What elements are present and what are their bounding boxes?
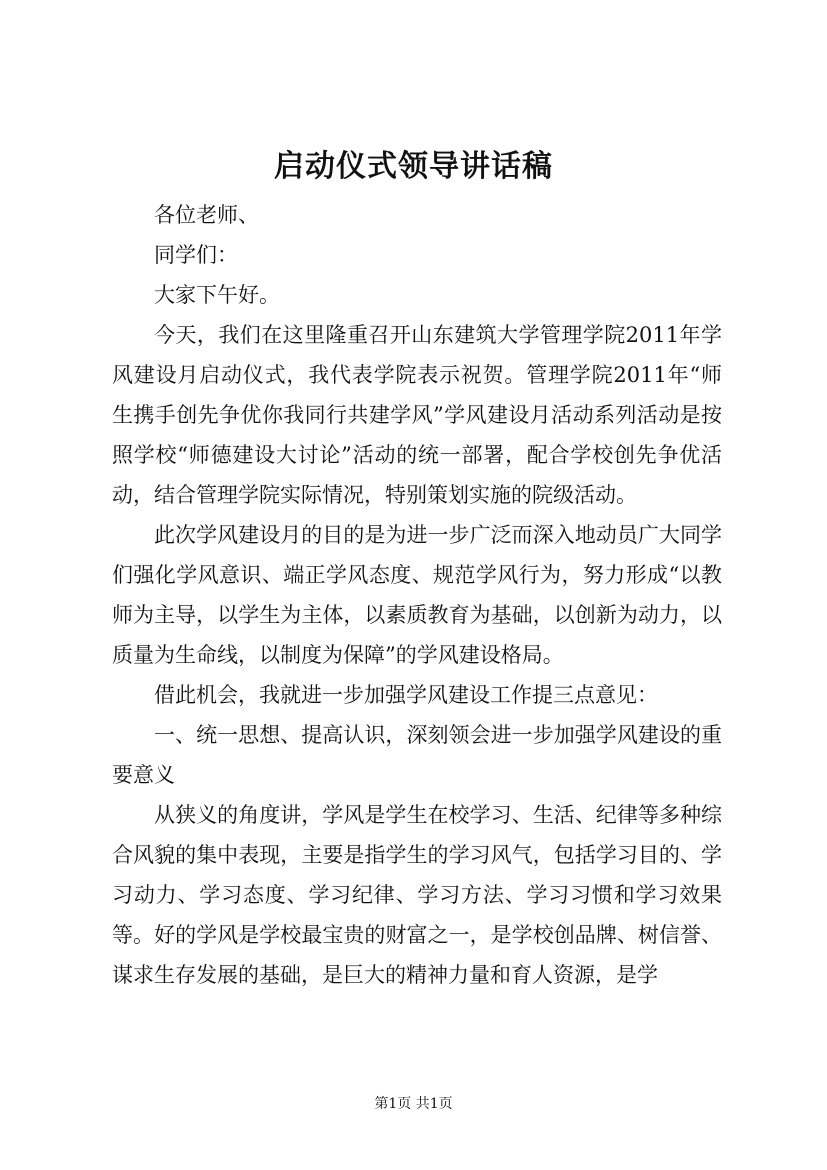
salutation-line-2: 同学们： — [154, 243, 238, 267]
section-heading: 一、统一思想、提高认识，深刻领会进一步加强学风建设的重要意义 — [112, 723, 722, 787]
body-paragraph: 今天，我们在这里隆重召开山东建筑大学管理学院2011年学风建设月启动仪式，我代表学院表示祝贺。管理学院2011年“师生携手创先争优你我同行共建学风”学风建设月活动系列活动是按照学校“师德建设大讨论”活动的统一部署，配合学校创先争优活动，结合管理学院实际情况，特别策划实施的院级活动。 — [112, 323, 722, 507]
body-paragraph: 从狭义的角度讲，学风是学生在校学习、生活、纪律等多种综合风貌的集中表现，主要是指学生的学习风气，包括学习目的、学习动力、学习态度、学习纪律、学习方法、学习习惯和学习效果等。好的学风是学校最宝贵的财富之一，是学校创品牌、树信誉、谋求生存发展的基础，是巨大的精神力量和育人资源，是学 — [112, 803, 722, 987]
salutation-line-1: 各位老师、 — [154, 203, 259, 227]
page-footer: 第1页 共1页 — [374, 1096, 453, 1112]
document-body — [112, 195, 722, 995]
body-paragraph: 借此机会，我就进一步加强学风建设工作提三点意见： — [154, 683, 658, 707]
document-title: 启动仪式领导讲话稿 — [274, 149, 553, 184]
body-paragraph: 此次学风建设月的目的是为进一步广泛而深入地动员广大同学们强化学风意识、端正学风态度、规范学风行为，努力形成“以教师为主导，以学生为主体，以素质教育为基础，以创新为动力，以质量为生命线，以制度为保障”的学风建设格局。 — [112, 523, 722, 667]
greeting-paragraph: 大家下午好。 — [154, 283, 280, 307]
